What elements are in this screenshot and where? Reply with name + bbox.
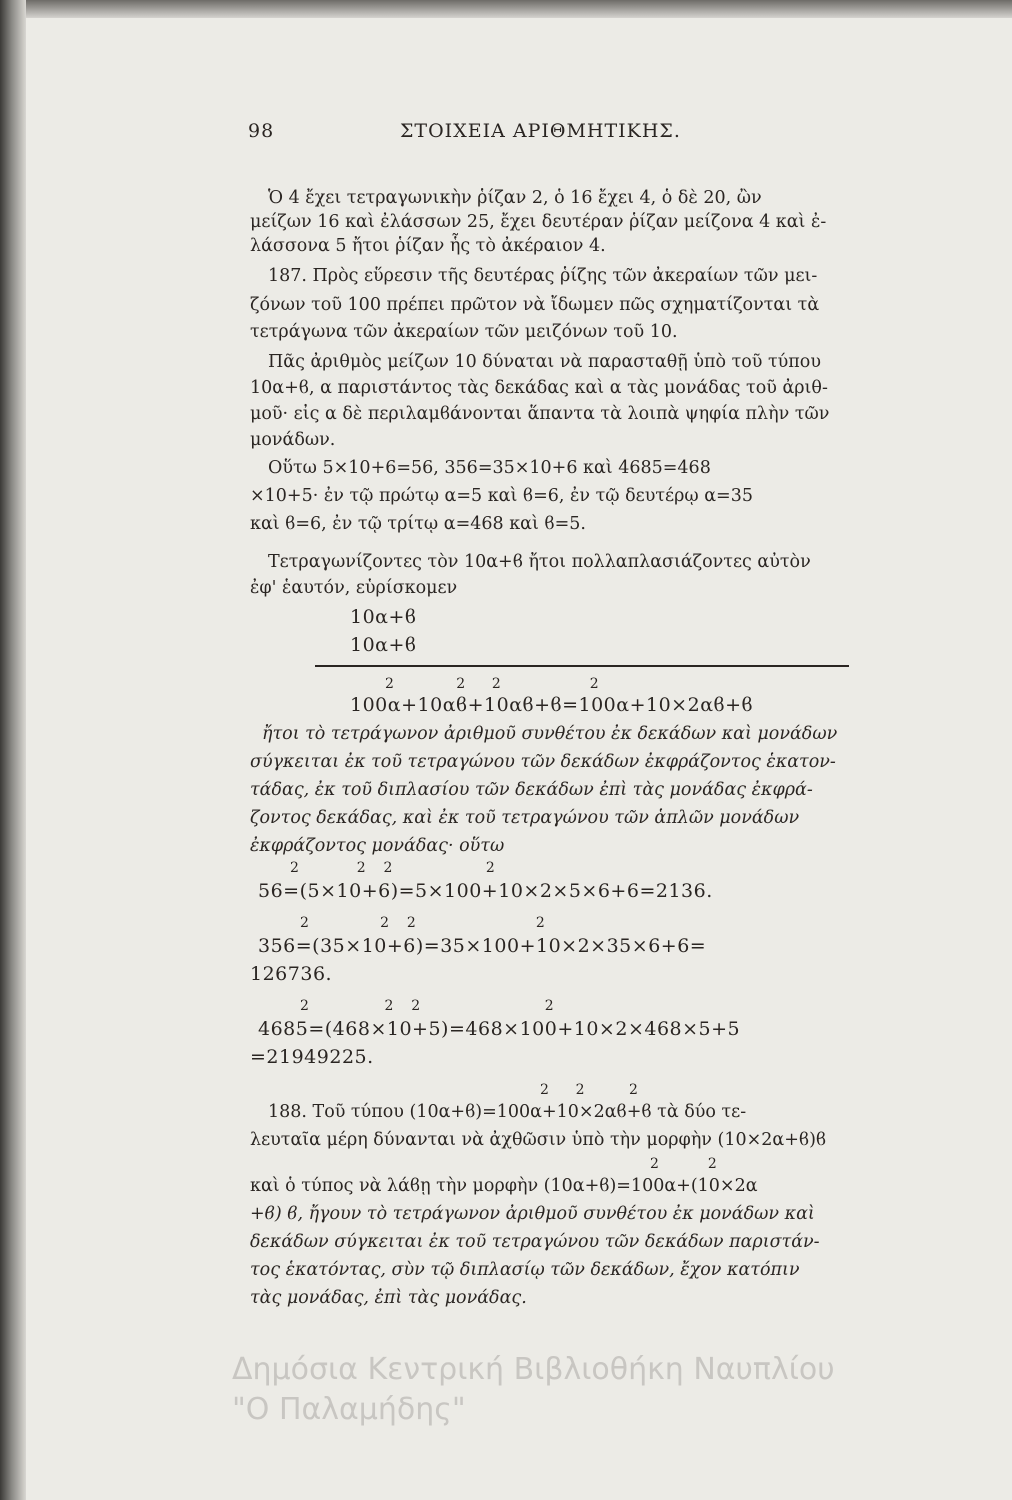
text-line: τὰς μονάδας, ἐπὶ τὰς μονάδας.: [250, 1288, 527, 1308]
text-line: Οὕτω 5×10+6=56, 356=35×10+6 καὶ 4685=468: [268, 458, 711, 478]
text-line: καὶ ϐ=6, ἐν τῷ τρίτῳ α=468 καὶ ϐ=5.: [250, 514, 586, 534]
text-line: ἤτοι τὸ τετράγωνον ἀριθμοῦ συνθέτου ἐκ δεκάδων καὶ μονάδων: [262, 724, 838, 744]
page-number: 98: [248, 120, 275, 142]
example-equation: 356=(35×10+6)=35×100+10×2×35×6+6=: [258, 935, 707, 957]
text-line: ζόνων τοῦ 100 πρέπει πρῶτον νὰ ἴδωμεν πῶς σχηματίζονται τὰ: [250, 295, 820, 315]
text-line: Τετραγωνίζοντες τὸν 10α+ϐ ἤτοι πολλαπλασιάζοντες αὐτὸν: [268, 552, 811, 572]
text-line: τάδας, ἐκ τοῦ διπλασίου τῶν δεκάδων ἐπὶ τὰς μονάδας ἐκφρά-: [250, 780, 813, 800]
text-line: τετράγωνα τῶν ἀκεραίων τῶν μειζόνων τοῦ 10.: [250, 322, 678, 342]
text-line: +ϐ) ϐ, ἤγουν τὸ τετράγωνον ἀριθμοῦ συνθέτου ἐκ μονάδων καὶ: [250, 1204, 815, 1224]
text-line: σύγκειται ἐκ τοῦ τετραγώνου τῶν δεκάδων ἐκφράζοντος ἑκατον-: [250, 752, 836, 772]
example-continuation: =21949225.: [250, 1046, 374, 1068]
scan-edge-left: [0, 0, 26, 1500]
text-line: ἐφ' ἑαυτόν, εὑρίσκομεν: [250, 578, 458, 598]
text-line: 187. Πρὸς εὕρεσιν τῆς δευτέρας ῥίζης τῶν ἀκεραίων τῶν μει-: [268, 266, 818, 286]
multiplier: 10α+ϐ: [350, 634, 417, 656]
example-exponents: 2 2 2 2: [300, 998, 554, 1014]
example-exponents: 2 2 2 2: [290, 860, 495, 876]
example-equation: 56=(5×10+6)=5×100+10×2×5×6+6=2136.: [258, 880, 713, 902]
text-line: δεκάδων σύγκειται ἐκ τοῦ τετραγώνου τῶν δεκάδων παριστάν-: [250, 1232, 820, 1252]
text-line: 188. Τοῦ τύπου (10α+ϐ)=100α+10×2αϐ+ϐ τὰ δύο τε-: [268, 1102, 747, 1122]
text-line: 10α+ϐ, α παριστάντος τὰς δεκάδας καὶ α τὰς μονάδας τοῦ ἀριθ-: [250, 378, 828, 398]
text-line: Πᾶς ἀριθμὸς μείζων 10 δύναται νὰ παρασταθῇ ὑπὸ τοῦ τύπου: [268, 352, 821, 372]
library-watermark: Δημόσια Κεντρική Βιβλιοθήκη Ναυπλίου: [232, 1352, 835, 1387]
scan-edge-top: [0, 0, 1012, 18]
library-watermark-subtitle: "Ο Παλαμήδης": [232, 1392, 466, 1427]
section-exponents: 2 2: [650, 1156, 717, 1172]
example-equation: 4685=(468×10+5)=468×100+10×2×468×5+5: [258, 1018, 741, 1040]
text-line: καὶ ὁ τύπος νὰ λάϐῃ τὴν μορφὴν (10α+ϐ)=100α+(10×2α: [250, 1176, 758, 1196]
text-line: λάσσονα 5 ἤτοι ῥίζαν ἧς τὸ ἀκέραιον 4.: [250, 236, 606, 256]
text-line: μείζων 16 καὶ ἐλάσσων 25, ἔχει δευτέραν ῥίζαν μείζονα 4 καὶ ἐ-: [250, 212, 827, 232]
result-exponents: 2 2 2 2: [385, 676, 599, 692]
text-line: μονάδων.: [250, 430, 336, 450]
text-line: μοῦ· εἰς α δὲ περιλαμϐάνονται ἅπαντα τὰ λοιπὰ ψηφία πλὴν τῶν: [250, 404, 830, 424]
text-line: ×10+5· ἐν τῷ πρώτῳ α=5 καὶ ϐ=6, ἐν τῷ δευτέρῳ α=35: [250, 486, 753, 506]
text-line: ἐκφράζοντος μονάδας· οὕτω: [250, 836, 505, 856]
text-line: ζοντος δεκάδας, καὶ ἐκ τοῦ τετραγώνου τῶν ἁπλῶν μονάδων: [250, 808, 800, 828]
multiplication-result: 100α+10αϐ+10αϐ+ϐ=100α+10×2αϐ+ϐ: [350, 694, 754, 716]
example-exponents: 2 2 2 2: [300, 915, 545, 931]
page-header: [248, 120, 948, 150]
running-title: ΣΤΟΙΧΕΙΑ ΑΡΙΘΜΗΤΙΚΗΣ.: [400, 120, 681, 142]
example-continuation: 126736.: [250, 963, 333, 985]
multiplicand: 10α+ϐ: [350, 606, 417, 628]
text-line: λευταῖα μέρη δύνανται νὰ ἀχθῶσιν ὑπὸ τὴν μορφὴν (10×2α+ϐ)ϐ: [250, 1130, 827, 1150]
multiplication-rule: [315, 665, 849, 667]
text-line: τος ἑκατόντας, σὺν τῷ διπλασίῳ τῶν δεκάδων, ἔχον κατόπιν: [250, 1260, 800, 1280]
text-line: Ὁ 4 ἔχει τετραγωνικὴν ῥίζαν 2, ὁ 16 ἔχει 4, ὁ δὲ 20, ὢν: [268, 188, 762, 208]
section-exponents: 2 2 2: [540, 1082, 638, 1098]
